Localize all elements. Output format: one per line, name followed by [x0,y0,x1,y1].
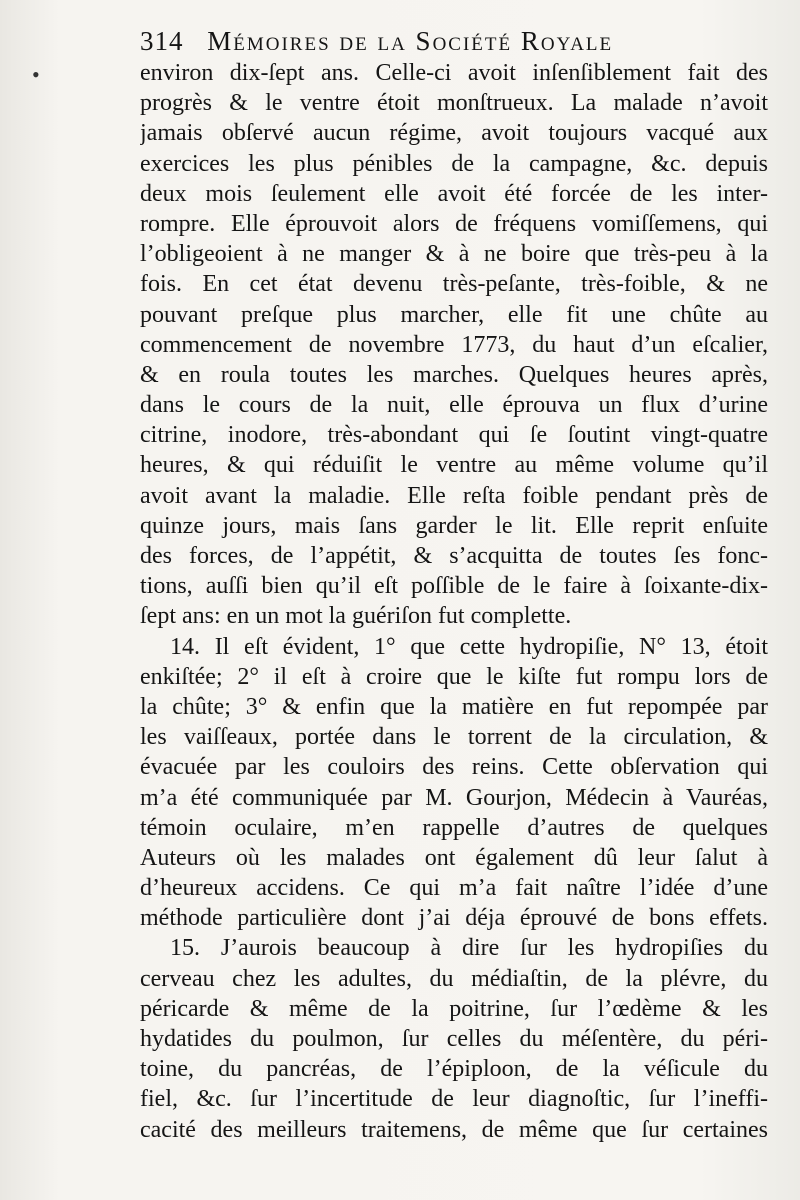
text-line: heures, & qui réduiſit le ventre au même volume qu’il [140,452,768,479]
body-text [140,58,768,1145]
text-line: l’obligeoient à ne manger & à ne boire que très-peu à la [140,241,768,268]
text-line: hydatides du poulmon, ſur celles du méſentère, du péri- [140,1026,768,1052]
text-line: 15. J’aurois beaucoup à dire ſur les hydropiſies du [170,935,768,962]
text-line: ſept ans: en un mot la guériſon fut complette. [140,603,572,630]
text-line: rompre. Elle éprouvoit alors de fréquens vomiſſemens, qui [140,210,768,237]
running-title: Mémoires de la Société Royale [207,26,614,56]
text-line: cerveau chez les adultes, du médiaſtin, de la plévre, du [140,965,768,992]
text-line: progrès & le ventre étoit monſtrueux. La malade n’avoit [140,90,768,117]
text-line: citrine, inodore, très-abondant qui ſe ſoutint vingt-quatre [140,422,768,449]
text-line: les vaiſſeaux, portée dans le torrent de la circulation, & [140,724,768,751]
text-line: & en roula toutes les marches. Quelques heures après, [140,361,768,388]
text-line: fiel, &c. ſur l’incertitude de leur diagnoſtic, ſur l’ineffi- [140,1086,768,1113]
text-line: pouvant preſque plus marcher, elle fit une chûte au [140,301,768,328]
text-line: 14. Il eſt évident, 1° que cette hydropiſie, N° 13, étoit [170,633,768,660]
text-line: jamais obſervé aucun régime, avoit toujours vacqué aux [140,120,768,147]
text-line: toine, du pancréas, de l’épiploon, de la véſicule du [140,1056,768,1083]
text-line: Auteurs où les malades ont également dû leur ſalut à [140,844,768,871]
text-line: exercices les plus pénibles de la campagne, &c. depuis [140,150,768,177]
page-number: 314 [140,26,184,56]
text-line: témoin oculaire, m’en rappelle d’autres de quelques [140,814,768,841]
text-line: la chûte; 3° & enfin que la matière en fut repompée par [140,693,768,720]
text-line: d’heureux accidens. Ce qui m’a fait naître l’idée d’une [140,875,768,902]
text-line: environ dix-ſept ans. Celle-ci avoit inſenſiblement fait des [140,60,768,86]
text-line: dans le cours de la nuit, elle éprouva un flux d’urine [140,392,768,419]
text-line: des forces, de l’appétit, & s’acquitta de toutes ſes fonc- [140,543,768,569]
text-line: péricarde & même de la poitrine, ſur l’œdème & les [140,995,768,1022]
text-line: m’a été communiquée par M. Gourjon, Médecin à Vauréas, [140,784,768,811]
text-line: quinze jours, mais ſans garder le lit. Elle reprit enſuite [140,512,768,539]
margin-mark: • [32,62,40,87]
text-line: avoit avant la maladie. Elle reſta foible pendant près de [140,482,768,509]
text-line: deux mois ſeulement elle avoit été forcée de les inter- [140,180,768,207]
text-line: cacité des meilleurs traitemens, de même que ſur certaines [140,1116,768,1143]
text-line: fois. En cet état devenu très-peſante, très-foible, & ne [140,271,768,298]
text-line: méthode particulière dont j’ai déja éprouvé de bons effets. [140,905,768,932]
text-line: évacuée par les couloirs des reins. Cette obſervation qui [140,754,768,781]
text-line: commencement de novembre 1773, du haut d’un eſcalier, [140,331,768,358]
text-line: tions, auſſi bien qu’il eſt poſſible de le faire à ſoixante-dix- [140,573,768,600]
text-line: enkiſtée; 2° il eſt à croire que le kiſte fut rompu lors de [140,663,768,690]
